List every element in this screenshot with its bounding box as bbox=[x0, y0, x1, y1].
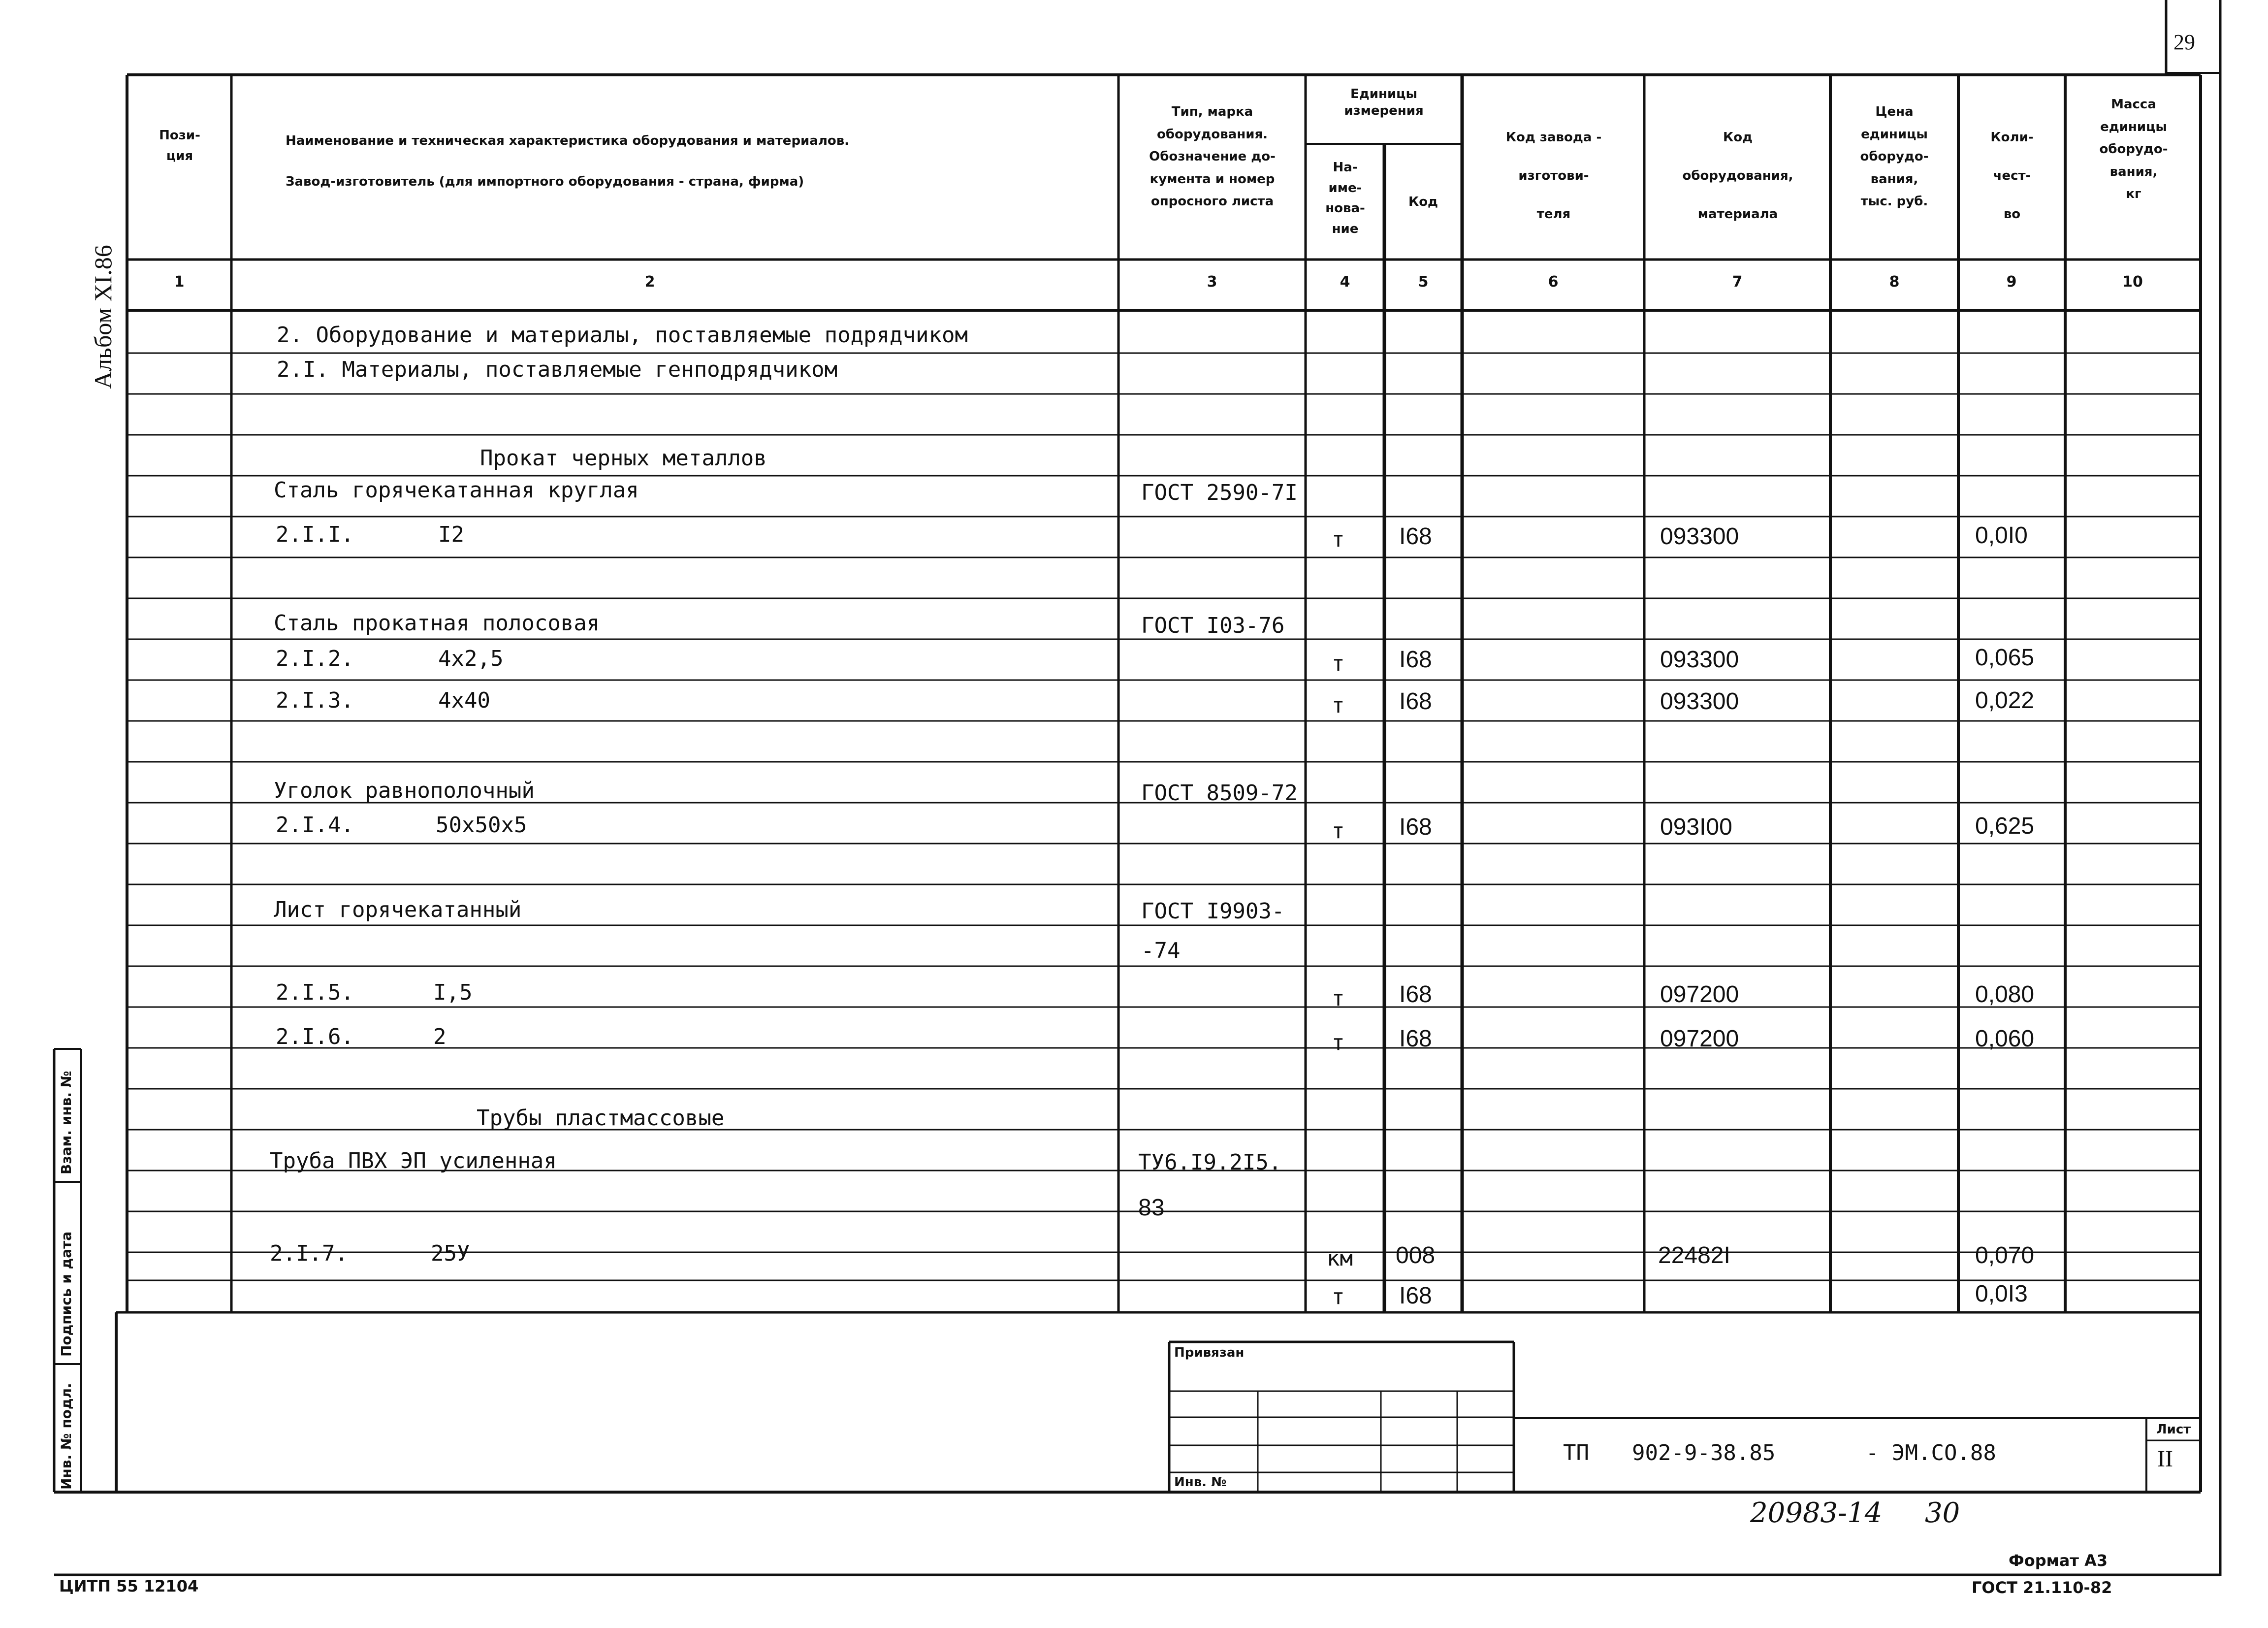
item-doc: -74 bbox=[1141, 938, 1181, 963]
item-doc: 83 bbox=[1138, 1195, 1165, 1221]
item-doc: ГОСТ 8509-72 bbox=[1141, 781, 1298, 806]
handwritten-page: 30 bbox=[1925, 1497, 1960, 1529]
item-position: 2.I.6. bbox=[276, 1024, 354, 1049]
side-label-vzam: Взам. инв. № bbox=[58, 1071, 74, 1174]
item-name: 50х50х5 bbox=[436, 813, 527, 838]
item-unit-code: I68 bbox=[1399, 647, 1432, 673]
column-number: 6 bbox=[1548, 273, 1559, 291]
column-number: 1 bbox=[174, 273, 185, 291]
column-number: 9 bbox=[2006, 273, 2017, 291]
footer-gost: ГОСТ 21.110-82 bbox=[1972, 1578, 2112, 1597]
column-number: 5 bbox=[1418, 273, 1429, 291]
item-unit-code: 008 bbox=[1396, 1242, 1436, 1269]
doc-code-main: 902-9-38.85 bbox=[1632, 1440, 1776, 1465]
list-label: Лист bbox=[2156, 1422, 2191, 1437]
item-name: I,5 bbox=[433, 980, 473, 1005]
item-position: 2.I.7. bbox=[270, 1241, 348, 1266]
header-plant-code: Код завода - изготови- теля bbox=[1505, 130, 1602, 222]
item-unit-code: I68 bbox=[1399, 814, 1432, 840]
item-material-code: 22482I bbox=[1658, 1242, 1730, 1269]
item-name: Лист горячекатанный bbox=[274, 897, 522, 922]
doc-code-suffix: - ЭМ.СО.88 bbox=[1866, 1440, 1996, 1465]
header-unit-name: На- име- нова- ние bbox=[1325, 160, 1365, 236]
item-unit: км bbox=[1327, 1246, 1353, 1271]
item-material-code: 093300 bbox=[1660, 523, 1739, 550]
handwritten-number: 20983-14 bbox=[1750, 1497, 1883, 1529]
footer-citp: ЦИТП 55 12104 bbox=[59, 1577, 199, 1595]
item-unit-code: I68 bbox=[1399, 688, 1432, 715]
column-number: 10 bbox=[2122, 273, 2143, 291]
item-unit-code: I68 bbox=[1399, 981, 1432, 1008]
column-number: 4 bbox=[1340, 273, 1350, 291]
item-unit: т bbox=[1332, 818, 1345, 844]
item-quantity: 0,070 bbox=[1975, 1242, 2035, 1269]
item-doc: ГОСТ I03-76 bbox=[1141, 613, 1285, 638]
header-price: Цена единицы оборудо- вания, тыс. руб. bbox=[1860, 104, 1929, 209]
header-type: Тип, марка оборудования. Обозначение до- кумента и номер опросного листа bbox=[1149, 104, 1276, 209]
item-doc: ГОСТ I9903- bbox=[1141, 899, 1285, 924]
header-position: Пози- ция bbox=[159, 128, 200, 163]
group-heading: Прокат черных металлов bbox=[480, 446, 767, 471]
group-heading: Трубы пластмассовые bbox=[477, 1106, 725, 1131]
item-name: Сталь горячекатанная круглая bbox=[274, 478, 639, 503]
section-heading: 2. Оборудование и материалы, поставляемые подрядчиком bbox=[277, 323, 968, 348]
item-name: Труба ПВХ ЭП усиленная bbox=[270, 1148, 557, 1173]
item-position: 2.I.I. bbox=[276, 522, 354, 547]
stamp-privyazan: Привязан bbox=[1174, 1345, 1245, 1360]
item-material-code: 097200 bbox=[1660, 981, 1739, 1008]
item-name: 4х40 bbox=[438, 688, 490, 713]
item-position: 2.I.3. bbox=[276, 688, 354, 713]
item-position: 2.I.4. bbox=[276, 813, 354, 838]
header-mass: Масса единицы оборудо- вания, кг bbox=[2099, 97, 2168, 201]
item-name: Уголок равнополочный bbox=[274, 778, 535, 803]
header-quantity: Коли- чест- во bbox=[1990, 130, 2034, 222]
item-quantity: 0,0I3 bbox=[1975, 1281, 2028, 1307]
item-unit: т bbox=[1332, 1284, 1345, 1309]
list-value: II bbox=[2157, 1446, 2173, 1472]
page-number: 29 bbox=[2173, 30, 2195, 54]
header-material-code: Код оборудования, материала bbox=[1682, 130, 1793, 222]
item-unit-code: I68 bbox=[1399, 523, 1432, 550]
item-material-code: 097200 bbox=[1660, 1026, 1739, 1052]
subsection-heading: 2.I. Материалы, поставляемые генподрядчиком bbox=[277, 357, 838, 382]
item-unit: т bbox=[1332, 527, 1345, 552]
item-unit: т bbox=[1332, 986, 1345, 1011]
column-number: 7 bbox=[1732, 273, 1743, 291]
side-label-podpis: Подпись и дата bbox=[58, 1231, 74, 1357]
item-name: 4х2,5 bbox=[438, 646, 504, 671]
item-quantity: 0,080 bbox=[1975, 981, 2035, 1008]
item-unit-code: I68 bbox=[1399, 1283, 1432, 1309]
stamp-inv-no: Инв. № bbox=[1174, 1475, 1227, 1490]
item-doc: ГОСТ 2590-7I bbox=[1141, 480, 1298, 505]
item-unit: т bbox=[1332, 651, 1345, 676]
header-units-group: Единицы измерения bbox=[1344, 87, 1424, 118]
item-unit: т bbox=[1332, 1030, 1345, 1055]
album-label: Альбом XI.86 bbox=[89, 245, 117, 389]
item-doc: ТУ6.I9.2I5. bbox=[1138, 1150, 1282, 1175]
item-unit-code: I68 bbox=[1399, 1026, 1432, 1052]
footer-format: Формат А3 bbox=[2009, 1551, 2108, 1570]
item-material-code: 093300 bbox=[1660, 647, 1739, 673]
side-label-inv-podl: Инв. № подл. bbox=[58, 1383, 74, 1490]
doc-code-prefix: ТП bbox=[1563, 1440, 1589, 1465]
item-name: 2 bbox=[433, 1024, 447, 1049]
item-material-code: 093I00 bbox=[1660, 814, 1732, 840]
column-number: 2 bbox=[644, 273, 655, 291]
item-position: 2.I.5. bbox=[276, 980, 354, 1005]
item-unit: т bbox=[1332, 693, 1345, 718]
column-number: 8 bbox=[1889, 273, 1900, 291]
header-unit-code: Код bbox=[1408, 195, 1438, 209]
header-name: Наименование и техническая характеристика оборудования и материалов. Завод-изготовитель (для импортного оборудования - страна, фирма) bbox=[286, 133, 850, 190]
item-name: I2 bbox=[438, 522, 464, 547]
item-quantity: 0,0I0 bbox=[1975, 522, 2028, 549]
item-name: Сталь прокатная полосовая bbox=[274, 611, 600, 636]
column-number: 3 bbox=[1207, 273, 1217, 291]
item-material-code: 093300 bbox=[1660, 688, 1739, 715]
item-name: 25У bbox=[431, 1241, 470, 1266]
item-quantity: 0,065 bbox=[1975, 645, 2035, 671]
item-position: 2.I.2. bbox=[276, 646, 354, 671]
item-quantity: 0,022 bbox=[1975, 687, 2035, 714]
item-quantity: 0,060 bbox=[1975, 1026, 2035, 1052]
item-quantity: 0,625 bbox=[1975, 813, 2035, 839]
